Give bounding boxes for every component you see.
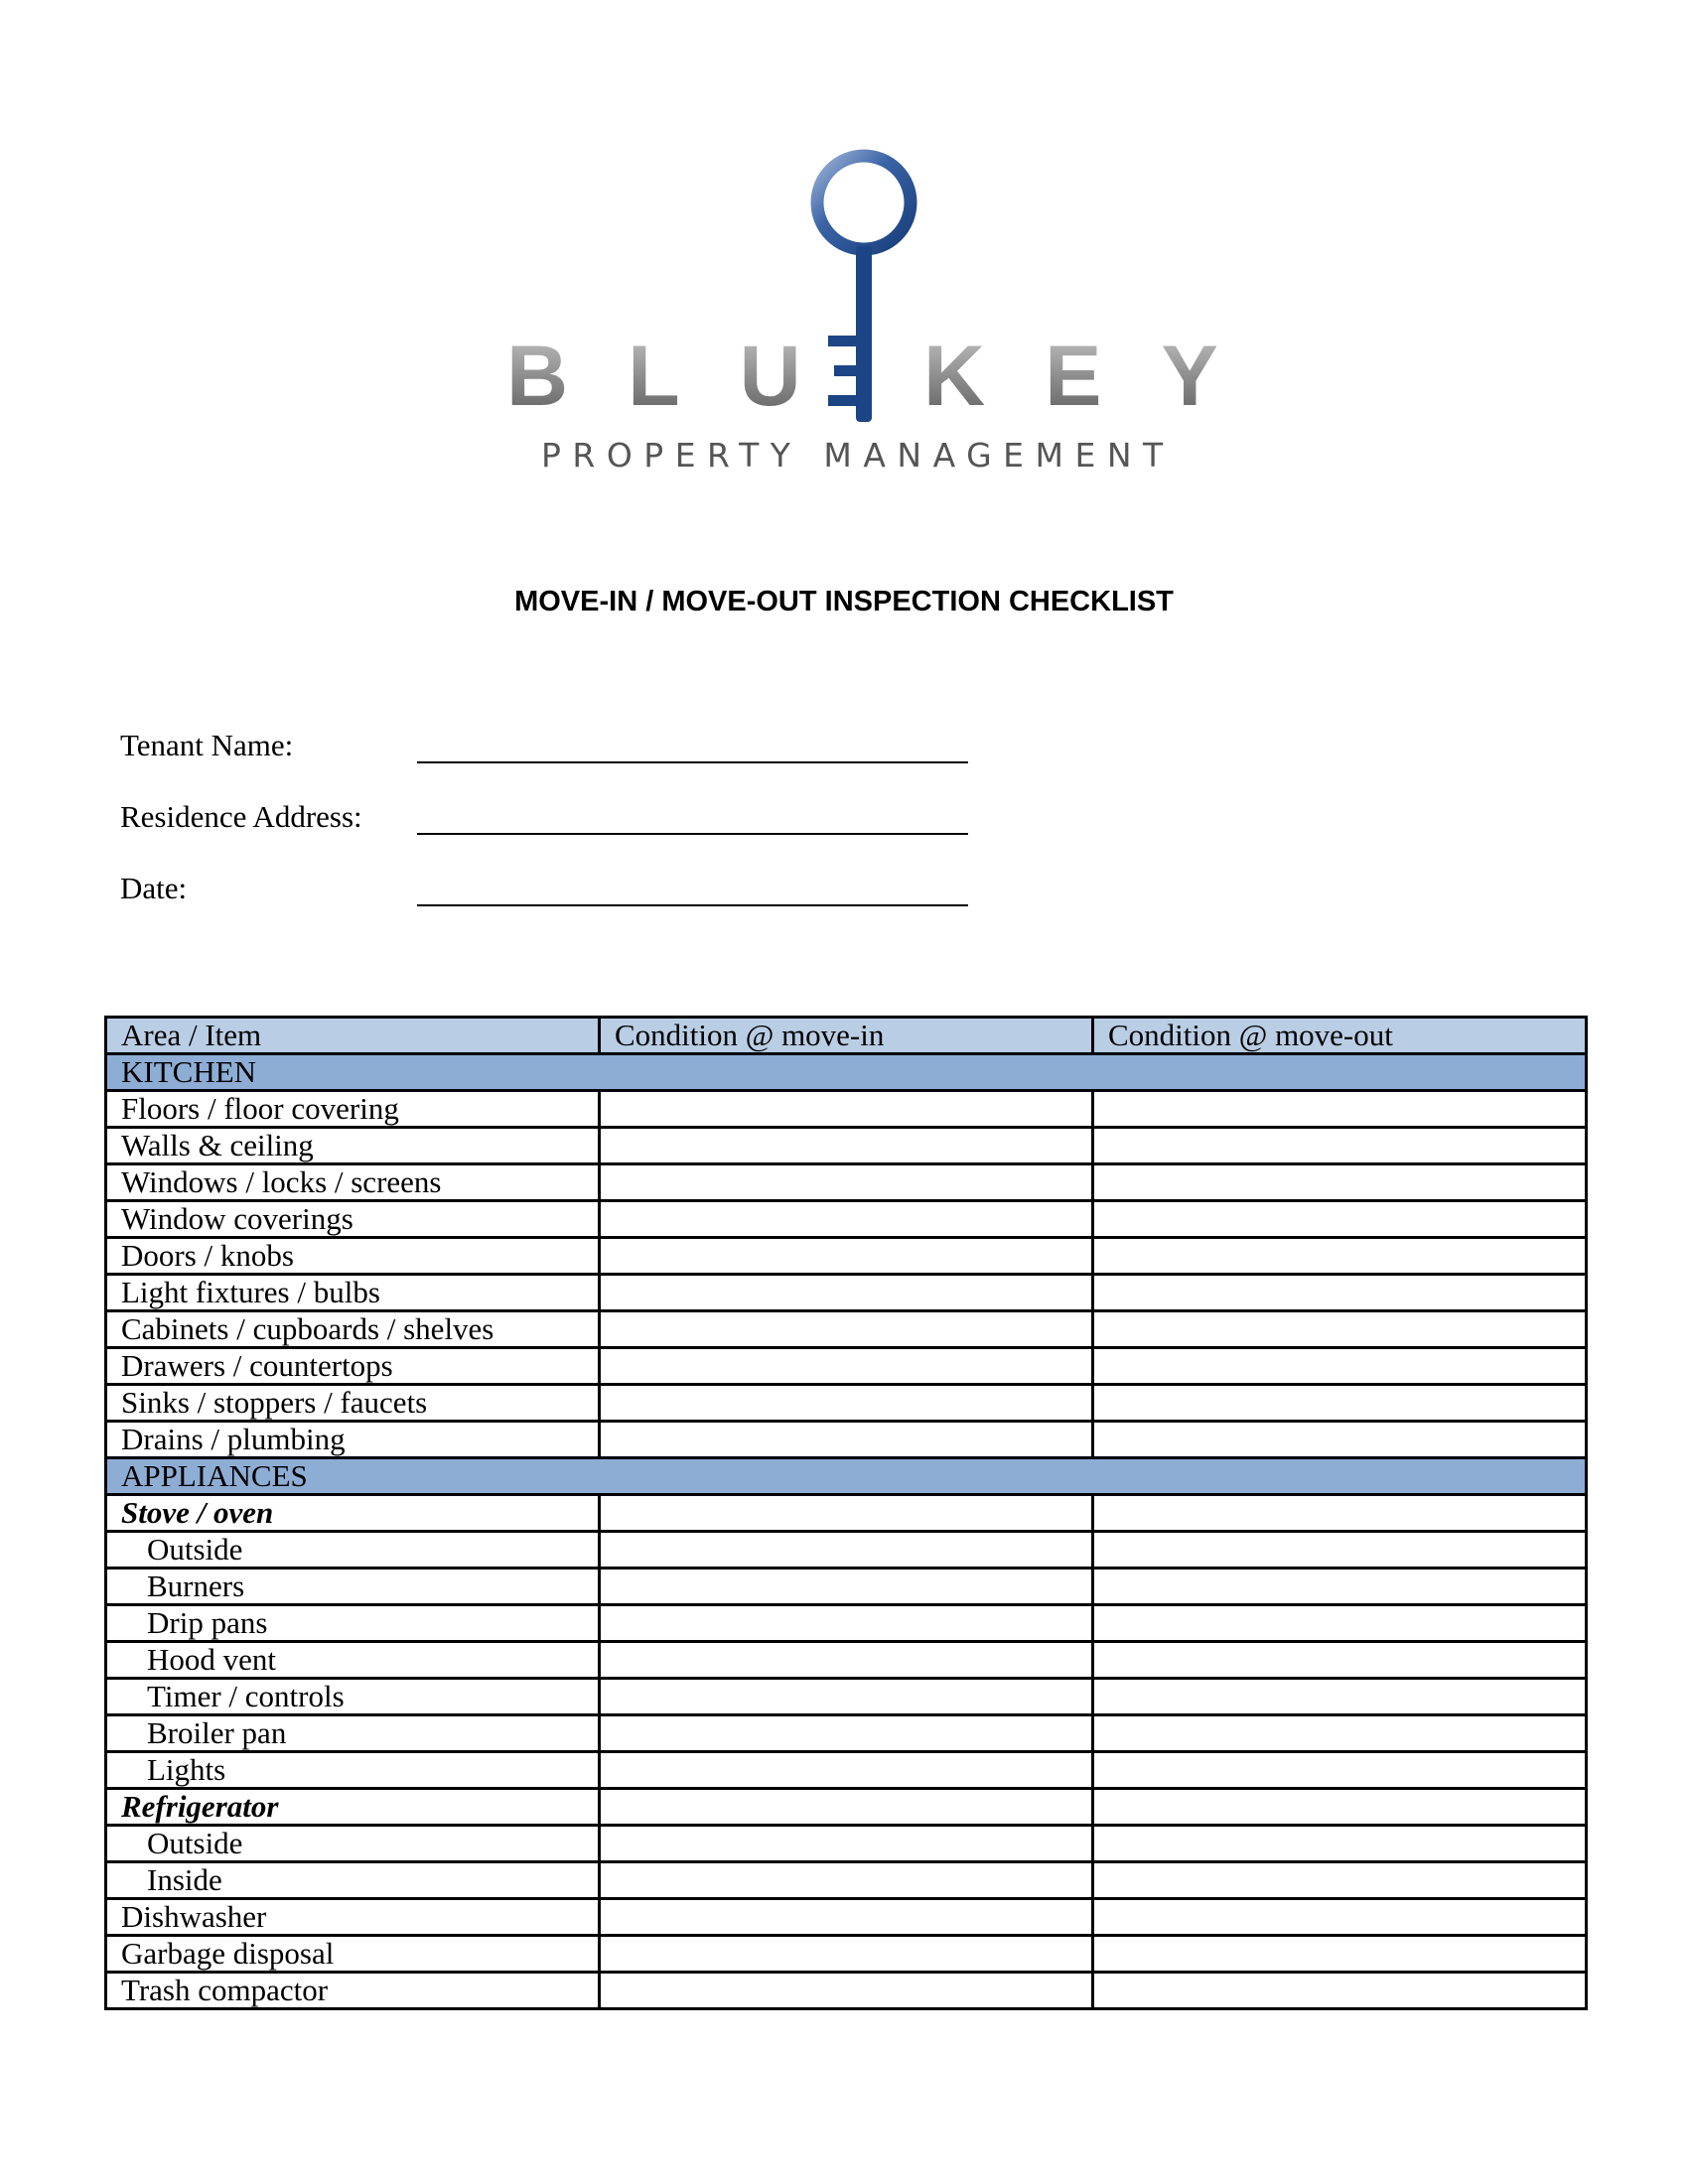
item-label: Outside <box>106 1532 600 1569</box>
item-label: Outside <box>106 1826 600 1862</box>
move-in-cell[interactable] <box>600 1275 1093 1311</box>
move-in-cell[interactable] <box>600 1789 1093 1826</box>
move-in-cell[interactable] <box>600 1201 1093 1238</box>
company-logo <box>496 139 1278 477</box>
move-out-cell[interactable] <box>1093 1642 1587 1679</box>
move-out-cell[interactable] <box>1093 1422 1587 1458</box>
move-out-cell[interactable] <box>1093 1789 1587 1826</box>
logo-word-left: BLU <box>506 329 861 424</box>
date-label: Date: <box>120 871 188 905</box>
move-out-cell[interactable] <box>1093 1715 1587 1752</box>
table-row <box>106 1752 1587 1789</box>
table-row <box>106 1642 1587 1679</box>
section-row <box>106 1458 1587 1495</box>
key-ring-icon <box>817 156 911 249</box>
move-in-cell[interactable] <box>600 1495 1093 1532</box>
item-label: Stove / oven <box>106 1495 600 1532</box>
move-in-cell[interactable] <box>600 1128 1093 1164</box>
table-row <box>106 1495 1587 1532</box>
section-row <box>106 1054 1587 1091</box>
move-out-cell[interactable] <box>1093 1385 1587 1422</box>
move-out-cell[interactable] <box>1093 1091 1587 1128</box>
table-row <box>106 1862 1587 1899</box>
item-label: Floors / floor covering <box>106 1091 600 1128</box>
table-row <box>106 1605 1587 1642</box>
move-in-cell[interactable] <box>600 1936 1093 1973</box>
item-label: Inside <box>106 1862 600 1899</box>
move-in-cell[interactable] <box>600 1238 1093 1275</box>
table-row <box>106 1715 1587 1752</box>
item-label: Refrigerator <box>106 1789 600 1826</box>
logo-word-right: KEY <box>923 329 1278 424</box>
document-title: MOVE-IN / MOVE-OUT INSPECTION CHECKLIST <box>514 586 1174 617</box>
table-row <box>106 1826 1587 1862</box>
move-in-cell[interactable] <box>600 1826 1093 1862</box>
item-label: Burners <box>106 1569 600 1605</box>
move-out-cell[interactable] <box>1093 1569 1587 1605</box>
move-in-cell[interactable] <box>600 1679 1093 1715</box>
item-label: Garbage disposal <box>106 1936 600 1973</box>
table-row <box>106 1311 1587 1348</box>
move-out-cell[interactable] <box>1093 1605 1587 1642</box>
column-header-move-in: Condition @ move-in <box>600 1018 1093 1054</box>
move-out-cell[interactable] <box>1093 1275 1587 1311</box>
move-out-cell[interactable] <box>1093 1862 1587 1899</box>
table-row <box>106 1973 1587 2009</box>
item-label: Timer / controls <box>106 1679 600 1715</box>
move-in-cell[interactable] <box>600 1532 1093 1569</box>
section-label: APPLIANCES <box>106 1458 1587 1495</box>
move-out-cell[interactable] <box>1093 1532 1587 1569</box>
move-in-cell[interactable] <box>600 1642 1093 1679</box>
item-label: Cabinets / cupboards / shelves <box>106 1311 600 1348</box>
item-label: Light fixtures / bulbs <box>106 1275 600 1311</box>
item-label: Drains / plumbing <box>106 1422 600 1458</box>
item-label: Window coverings <box>106 1201 600 1238</box>
move-out-cell[interactable] <box>1093 1936 1587 1973</box>
item-label: Sinks / stoppers / faucets <box>106 1385 600 1422</box>
table-row <box>106 1201 1587 1238</box>
move-in-cell[interactable] <box>600 1899 1093 1936</box>
table-row <box>106 1789 1587 1826</box>
move-out-cell[interactable] <box>1093 1311 1587 1348</box>
item-label: Windows / locks / screens <box>106 1164 600 1201</box>
table-row <box>106 1275 1587 1311</box>
table-row <box>106 1679 1587 1715</box>
item-label: Drip pans <box>106 1605 600 1642</box>
move-in-cell[interactable] <box>600 1752 1093 1789</box>
move-out-cell[interactable] <box>1093 1164 1587 1201</box>
move-out-cell[interactable] <box>1093 1495 1587 1532</box>
table-row <box>106 1385 1587 1422</box>
item-label: Lights <box>106 1752 600 1789</box>
table-row <box>106 1569 1587 1605</box>
move-in-cell[interactable] <box>600 1164 1093 1201</box>
move-in-cell[interactable] <box>600 1422 1093 1458</box>
move-in-cell[interactable] <box>600 1348 1093 1385</box>
section-label: KITCHEN <box>106 1054 1587 1091</box>
move-out-cell[interactable] <box>1093 1201 1587 1238</box>
move-in-cell[interactable] <box>600 1605 1093 1642</box>
inspection-table <box>104 1016 1588 2010</box>
item-label: Walls & ceiling <box>106 1128 600 1164</box>
move-out-cell[interactable] <box>1093 1128 1587 1164</box>
table-row <box>106 1422 1587 1458</box>
move-out-cell[interactable] <box>1093 1752 1587 1789</box>
table-header-row <box>106 1018 1587 1054</box>
item-label: Broiler pan <box>106 1715 600 1752</box>
move-in-cell[interactable] <box>600 1973 1093 2009</box>
item-label: Hood vent <box>106 1642 600 1679</box>
table-row <box>106 1936 1587 1973</box>
table-row <box>106 1532 1587 1569</box>
table-row <box>106 1128 1587 1164</box>
item-label: Doors / knobs <box>106 1238 600 1275</box>
move-out-cell[interactable] <box>1093 1679 1587 1715</box>
item-label: Dishwasher <box>106 1899 600 1936</box>
residence-address-label: Residence Address: <box>120 799 362 834</box>
move-in-cell[interactable] <box>600 1715 1093 1752</box>
move-out-cell[interactable] <box>1093 1826 1587 1862</box>
tenant-name-line[interactable] <box>417 761 968 763</box>
tenant-name-label: Tenant Name: <box>120 728 294 762</box>
move-out-cell[interactable] <box>1093 1899 1587 1936</box>
item-label: Trash compactor <box>106 1973 600 2009</box>
table-row <box>106 1238 1587 1275</box>
move-in-cell[interactable] <box>600 1385 1093 1422</box>
column-header-move-out: Condition @ move-out <box>1093 1018 1587 1054</box>
item-label: Drawers / countertops <box>106 1348 600 1385</box>
table-row <box>106 1348 1587 1385</box>
residence-address-line[interactable] <box>417 833 968 835</box>
move-out-cell[interactable] <box>1093 1973 1587 2009</box>
move-out-cell[interactable] <box>1093 1238 1587 1275</box>
move-in-cell[interactable] <box>600 1862 1093 1899</box>
table-row <box>106 1899 1587 1936</box>
move-in-cell[interactable] <box>600 1311 1093 1348</box>
column-header-area-item: Area / Item <box>106 1018 600 1054</box>
date-line[interactable] <box>417 904 968 906</box>
move-in-cell[interactable] <box>600 1569 1093 1605</box>
table-row <box>106 1164 1587 1201</box>
table-row <box>106 1091 1587 1128</box>
move-out-cell[interactable] <box>1093 1348 1587 1385</box>
move-in-cell[interactable] <box>600 1091 1093 1128</box>
logo-tagline: PROPERTY MANAGEMENT <box>541 436 1175 475</box>
